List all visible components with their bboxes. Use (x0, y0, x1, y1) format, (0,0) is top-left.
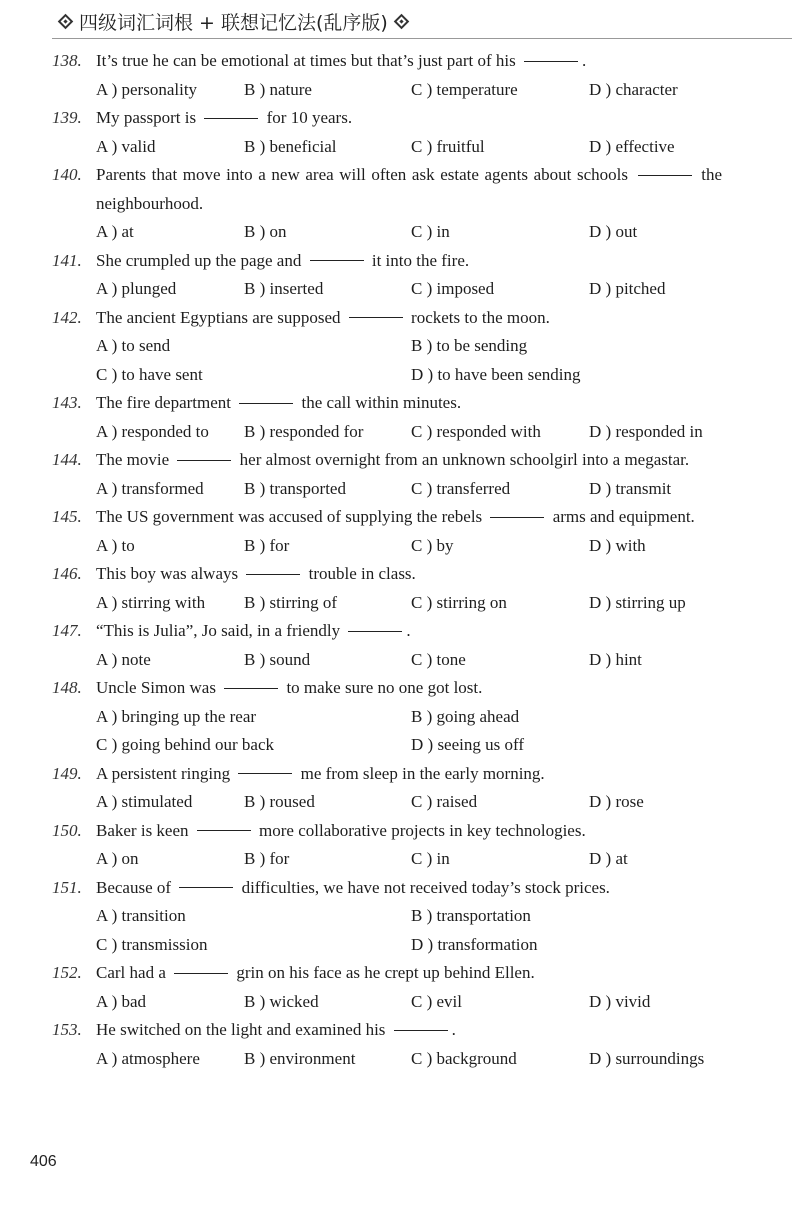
option-b: B ) responded for (244, 421, 364, 441)
options-row (96, 788, 722, 817)
diamond-icon (58, 13, 74, 29)
question-number: 140. (52, 165, 82, 184)
answer-blank (179, 887, 233, 888)
question-item (52, 104, 722, 161)
option-a: A ) plunged (96, 279, 177, 298)
question-list (52, 47, 722, 1073)
option-b: B ) nature (244, 79, 312, 99)
option-a: A ) at (96, 222, 134, 241)
question-number: 148. (52, 678, 82, 697)
option-a: A ) transformed (96, 478, 204, 498)
option-c: C ) going behind our back (96, 735, 274, 754)
option-a: A ) stimulated (96, 792, 193, 811)
option-a: A ) to (96, 535, 135, 555)
option-d: D ) effective (589, 136, 675, 156)
answer-blank (638, 175, 692, 176)
question-stem: My passport is for 10 years. (96, 108, 353, 127)
option-b: B ) going ahead (411, 706, 520, 726)
question-stem: “This is Julia”, Jo said, in a friendly . (96, 621, 411, 640)
question-number: 152. (52, 963, 82, 982)
option-a: A ) valid (96, 136, 156, 156)
question-item (52, 817, 722, 874)
answer-blank (238, 773, 292, 774)
option-c: C ) in (411, 849, 450, 868)
header-divider (52, 38, 792, 39)
question-stem: He switched on the light and examined his . (96, 1020, 456, 1039)
option-b: B ) on (244, 222, 287, 241)
options-grid (96, 703, 722, 760)
question-item (52, 47, 722, 104)
options-row (96, 133, 722, 162)
answer-blank (310, 260, 364, 261)
options-grid (96, 902, 722, 959)
question-number: 149. (52, 763, 82, 783)
question-number: 146. (52, 564, 82, 583)
option-d: D ) seeing us off (411, 735, 524, 754)
option-d: D ) hint (589, 649, 642, 669)
question-stem: She crumpled up the page and it into the fire. (96, 250, 470, 270)
options-row (96, 275, 722, 304)
option-d: D ) vivid (589, 991, 651, 1011)
question-item (52, 560, 722, 617)
option-d: D ) surroundings (589, 1048, 705, 1068)
answer-blank (239, 403, 293, 404)
option-b: B ) inserted (244, 279, 324, 298)
option-c: C ) transferred (411, 478, 511, 498)
question-number: 139. (52, 108, 82, 127)
question-stem: Baker is keen more collaborative projects in key technologies. (96, 820, 586, 840)
option-a: A ) to send (96, 336, 171, 355)
answer-blank (524, 61, 578, 62)
option-d: D ) transformation (411, 934, 538, 954)
question-number: 142. (52, 307, 82, 327)
option-c: C ) evil (411, 991, 462, 1011)
diamond-icon (394, 13, 410, 29)
question-number: 143. (52, 393, 82, 412)
page-header (52, 6, 792, 36)
option-d: D ) transmit (589, 478, 672, 498)
option-c: C ) fruitful (411, 136, 485, 156)
answer-blank (348, 631, 402, 632)
question-stem: A persistent ringing me from sleep in the early morning. (96, 763, 545, 783)
option-c: C ) in (411, 222, 450, 241)
question-stem: The fire department the call within minutes. (96, 393, 462, 412)
option-c: C ) temperature (411, 79, 518, 99)
options-row (96, 589, 722, 618)
question-number: 151. (52, 877, 82, 897)
question-item (52, 760, 722, 817)
answer-blank (490, 517, 544, 518)
options-row (96, 218, 722, 247)
question-item (52, 1016, 722, 1073)
question-number: 138. (52, 51, 82, 70)
option-b: B ) for (244, 535, 290, 555)
option-b: B ) roused (244, 792, 315, 811)
question-item (52, 874, 722, 960)
question-stem: Uncle Simon was to make sure no one got lost. (96, 678, 483, 697)
answer-blank (349, 317, 403, 318)
option-d: D ) responded in (589, 421, 703, 441)
question-item (52, 304, 722, 390)
option-c: C ) stirring on (411, 592, 507, 612)
options-row (96, 646, 722, 675)
question-item (52, 247, 722, 304)
question-item (52, 674, 722, 760)
options-row (96, 988, 722, 1017)
option-d: D ) stirring up (589, 592, 686, 612)
header-title: 四级词汇词根 + 联想记忆法(乱序版) (79, 11, 388, 34)
option-b: B ) to be sending (411, 336, 528, 355)
option-a: A ) atmosphere (96, 1048, 200, 1068)
answer-blank (224, 688, 278, 689)
option-d: D ) to have been sending (411, 364, 581, 384)
option-b: B ) stirring of (244, 592, 338, 612)
question-stem: Because of difficulties, we have not received today’s stock prices. (96, 877, 610, 897)
option-c: C ) tone (411, 649, 466, 669)
options-grid (96, 332, 722, 389)
option-d: D ) rose (589, 792, 644, 811)
option-b: B ) sound (244, 649, 311, 669)
options-row (96, 76, 722, 105)
question-item (52, 389, 722, 446)
option-b: B ) for (244, 849, 290, 868)
question-number: 150. (52, 820, 82, 840)
option-a: A ) on (96, 849, 139, 868)
option-a: A ) note (96, 649, 151, 669)
option-b: B ) transported (244, 478, 346, 498)
option-d: D ) pitched (589, 279, 666, 298)
option-a: A ) responded to (96, 421, 209, 441)
option-b: B ) transportation (411, 906, 531, 925)
question-stem: Parents that move into a new area will often ask estate agents about schools the neighbourhood. (96, 165, 722, 213)
question-number: 144. (52, 450, 82, 469)
answer-blank (394, 1030, 448, 1031)
option-a: A ) bringing up the rear (96, 706, 257, 726)
option-c: C ) background (411, 1048, 517, 1068)
option-d: D ) with (589, 535, 646, 555)
option-a: A ) bad (96, 991, 147, 1011)
answer-blank (197, 830, 251, 831)
question-item (52, 617, 722, 674)
option-d: D ) at (589, 849, 628, 868)
question-item (52, 161, 722, 247)
question-stem: The movie her almost overnight from an unknown schoolgirl into a megastar. (96, 450, 690, 469)
question-number: 147. (52, 621, 82, 640)
question-item (52, 503, 722, 560)
option-c: C ) to have sent (96, 364, 203, 384)
options-row (96, 418, 722, 447)
option-a: A ) personality (96, 79, 198, 99)
answer-blank (174, 973, 228, 974)
options-row (96, 532, 722, 561)
option-b: B ) beneficial (244, 136, 337, 156)
question-number: 141. (52, 250, 82, 270)
option-b: B ) environment (244, 1048, 356, 1068)
answer-blank (246, 574, 300, 575)
options-row (96, 845, 722, 874)
question-number: 153. (52, 1020, 82, 1039)
page-number: 406 (30, 1153, 57, 1170)
options-row (96, 1045, 722, 1074)
option-d: D ) character (589, 79, 678, 99)
option-b: B ) wicked (244, 991, 319, 1011)
question-stem: The US government was accused of supplying the rebels arms and equipment. (96, 507, 695, 526)
question-stem: Carl had a grin on his face as he crept up behind Ellen. (96, 963, 535, 982)
options-row (96, 475, 722, 504)
option-c: C ) transmission (96, 934, 208, 954)
question-item (52, 446, 722, 503)
option-c: C ) imposed (411, 279, 495, 298)
option-d: D ) out (589, 222, 638, 241)
option-c: C ) raised (411, 792, 478, 811)
option-c: C ) by (411, 535, 454, 555)
question-stem: It’s true he can be emotional at times but that’s just part of his . (96, 51, 587, 70)
question-stem: This boy was always trouble in class. (96, 564, 416, 583)
question-stem: The ancient Egyptians are supposed rockets to the moon. (96, 307, 550, 327)
answer-blank (204, 118, 258, 119)
question-item (52, 959, 722, 1016)
option-c: C ) responded with (411, 421, 541, 441)
question-number: 145. (52, 507, 82, 526)
answer-blank (177, 460, 231, 461)
option-a: A ) stirring with (96, 592, 206, 612)
option-a: A ) transition (96, 906, 186, 925)
